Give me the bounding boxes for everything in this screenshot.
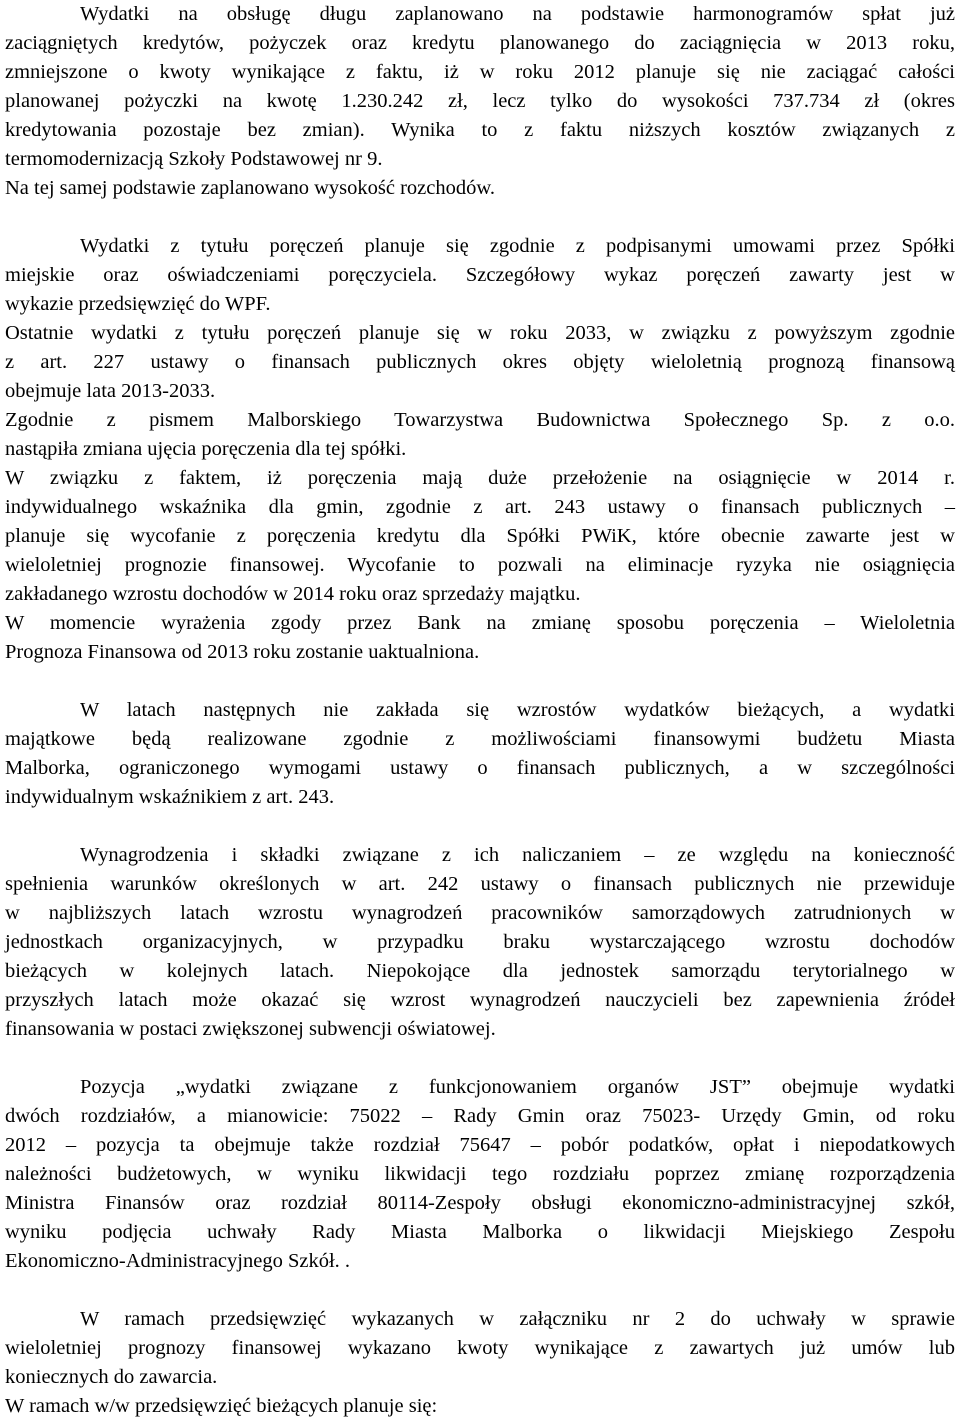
paragraph-spacer	[5, 812, 955, 841]
text-line: wieloletniej prognozy finansowej wykazano kwoty wynikające z zawartych już umów lub	[5, 1337, 955, 1359]
text-line: Wydatki na obsługę długu zaplanowano na podstawie harmonogramów spłat już	[80, 3, 955, 25]
text-line: W ramach przedsięwzięć wykazanych w załączniku nr 2 do uchwały w sprawie	[80, 1308, 955, 1330]
text-line: dwóch rozdziałów, a mianowicie: 75022 – Rady Gmin oraz 75023- Urzędy Gmin, od roku	[5, 1105, 955, 1127]
text-line: przyszłych latach może okazać się wzrost wynagrodzeń nauczycieli bez zapewnienia źródeł	[5, 989, 955, 1011]
text-line: zaciągniętych kredytów, pożyczek oraz kredytu planowanego do zaciągnięcia w 2013 roku,	[5, 32, 955, 54]
document-page	[5, 0, 955, 1421]
text-line: spełnienia warunków określonych w art. 242 ustawy o finansach publicznych nie przewiduje	[5, 873, 955, 895]
text-line: w najbliższych latach wzrostu wynagrodzeń pracowników samorządowych zatrudnionych w	[5, 902, 955, 924]
text-block	[5, 1073, 955, 1276]
text-line: 2012 – pozycja ta obejmuje także rozdział 75647 – pobór podatków, opłat i niepodatkowych	[5, 1134, 955, 1156]
text-line: finansowania w postaci zwiększonej subwencji oświatowej.	[5, 1018, 496, 1040]
paragraph	[5, 464, 955, 609]
text-line: Wydatki z tytułu poręczeń planuje się zgodnie z podpisanymi umowami przez Spółki	[80, 235, 955, 257]
text-block	[5, 0, 955, 203]
text-line: planuje się wycofanie z poręczenia kredytu dla Spółki PWiK, które obecnie zawarte jest w	[5, 525, 955, 547]
paragraph	[5, 696, 955, 812]
paragraph	[5, 406, 955, 464]
text-line: miejskie oraz oświadczeniami poręczyciela. Szczegółowy wykaz poręczeń zawarty jest w	[5, 264, 955, 286]
text-line: nastąpiła zmiana ujęcia poręczenia dla tej spółki.	[5, 438, 407, 460]
text-line: należności budżetowych, w wyniku likwidacji tego rozdziału poprzez zmianę rozporządzenia	[5, 1163, 955, 1185]
text-line: bieżących w kolejnych latach. Niepokojące dla jednostek samorządu terytorialnego w	[5, 960, 955, 982]
text-line: indywidualnego wskaźnika dla gmin, zgodnie z art. 243 ustawy o finansach publicznych –	[5, 496, 955, 518]
text-block	[5, 1305, 955, 1421]
paragraph	[5, 1305, 955, 1392]
paragraph	[5, 609, 955, 667]
text-line: zakładanego wzrostu dochodów w 2014 roku oraz sprzedaży majątku.	[5, 583, 581, 605]
text-block	[5, 232, 955, 667]
text-line: majątkowe będą realizowane zgodnie z możliwościami finansowymi budżetu Miasta	[5, 728, 955, 750]
paragraph-spacer	[5, 667, 955, 696]
text-line: W ramach w/w przedsięwzięć bieżących planuje się:	[5, 1395, 438, 1417]
paragraph	[5, 232, 955, 319]
text-line: W latach następnych nie zakłada się wzrostów wydatków bieżących, a wydatki	[80, 699, 955, 721]
paragraph	[5, 0, 955, 174]
text-line: z art. 227 ustawy o finansach publicznych okres objęty wieloletnią prognozą finansową	[5, 351, 955, 373]
text-line: planowanej pożyczki na kwotę 1.230.242 zł, lecz tylko do wysokości 737.734 zł (okres	[5, 90, 955, 112]
paragraph	[5, 1392, 955, 1421]
text-line: Wynagrodzenia i składki związane z ich naliczaniem – ze względu na konieczność	[80, 844, 955, 866]
text-line: termomodernizacją Szkoły Podstawowej nr 9.	[5, 148, 383, 170]
text-line: kredytowania pozostaje bez zmian). Wynika to z faktu niższych kosztów związanych z	[5, 119, 955, 141]
text-line: Zgodnie z pismem Malborskiego Towarzystwa Budownictwa Społecznego Sp. z o.o.	[5, 409, 955, 431]
text-line: wyniku podjęcia uchwały Rady Miasta Malborka o likwidacji Miejskiego Zespołu	[5, 1221, 955, 1243]
text-line: Ostatnie wydatki z tytułu poręczeń planuje się w roku 2033, w związku z powyższym zgodnie	[5, 322, 955, 344]
text-line: wieloletniej prognozie finansowej. Wycofanie to pozwali na eliminacje ryzyka nie osiągnięcia	[5, 554, 955, 576]
text-line: wykazie przedsięwzięć do WPF.	[5, 293, 271, 315]
text-line: Prognoza Finansowa od 2013 roku zostanie uaktualniona.	[5, 641, 480, 663]
text-line: obejmuje lata 2013-2033.	[5, 380, 216, 402]
text-block	[5, 841, 955, 1044]
paragraph	[5, 1073, 955, 1276]
text-line: koniecznych do zawarcia.	[5, 1366, 218, 1388]
text-line: Na tej samej podstawie zaplanowano wysokość rozchodów.	[5, 177, 495, 199]
paragraph	[5, 841, 955, 1044]
text-line: Ekonomiczno-Administracyjnego Szkół. .	[5, 1250, 351, 1272]
paragraph-spacer	[5, 1276, 955, 1305]
paragraph	[5, 319, 955, 406]
text-line: indywidualnym wskaźnikiem z art. 243.	[5, 786, 335, 808]
text-line: W związku z faktem, iż poręczenia mają duże przełożenie na osiągnięcie w 2014 r.	[5, 467, 955, 489]
text-line: jednostkach organizacyjnych, w przypadku braku wystarczającego wzrostu dochodów	[5, 931, 955, 953]
text-line: Ministra Finansów oraz rozdział 80114-Zespoły obsługi ekonomiczno-administracyjnej szkół,	[5, 1192, 955, 1214]
text-line: Malborka, ograniczonego wymogami ustawy o finansach publicznych, a w szczególności	[5, 757, 955, 779]
paragraph-spacer	[5, 203, 955, 232]
text-line: Pozycja „wydatki związane z funkcjonowaniem organów JST” obejmuje wydatki	[80, 1076, 955, 1098]
paragraph-spacer	[5, 1044, 955, 1073]
text-block	[5, 696, 955, 812]
text-line: W momencie wyrażenia zgody przez Bank na zmianę sposobu poręczenia – Wieloletnia	[5, 612, 955, 634]
text-line: zmniejszone o kwoty wynikające z faktu, iż w roku 2012 planuje się nie zaciągać całości	[5, 61, 955, 83]
paragraph	[5, 174, 955, 203]
